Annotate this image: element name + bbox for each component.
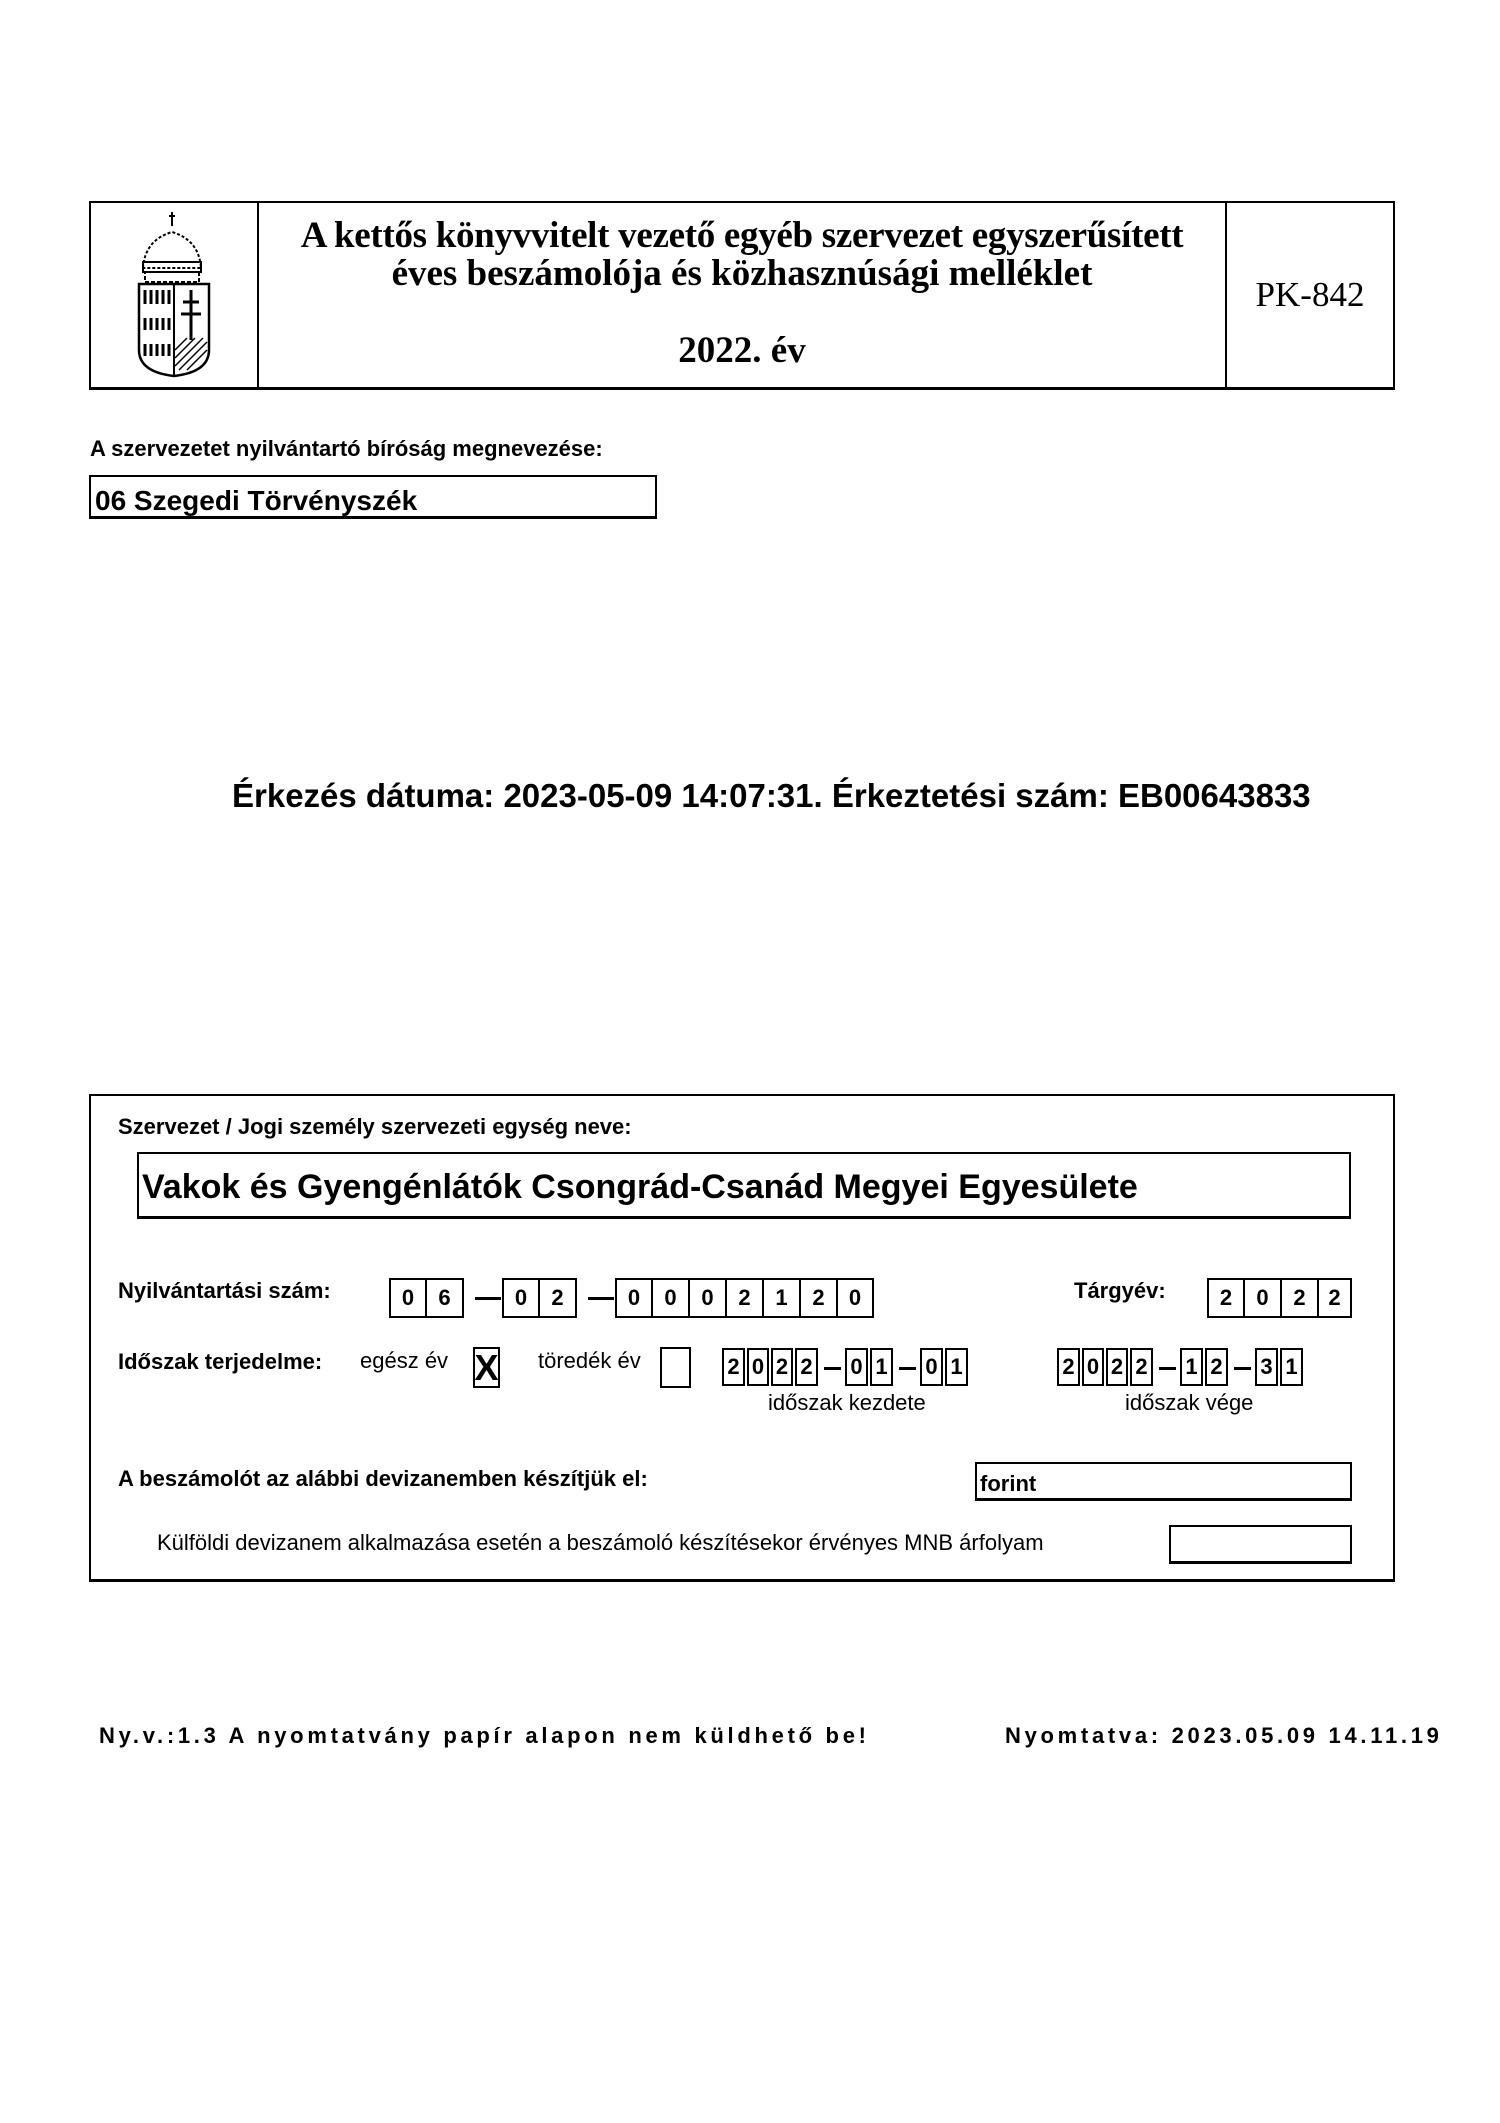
registration-number-label: Nyilvántartási szám: (118, 1278, 331, 1303)
form-title-line2: éves beszámolója és közhasznúsági melléklet (391, 253, 1093, 294)
org-name-value: Vakok és Gyengénlátók Csongrád-Csanád Megyei Egyesülete (142, 1168, 1138, 1206)
currency-label: A beszámolót az alábbi devizanemben készítjük el: (118, 1466, 648, 1491)
form-year: 2022. év (678, 330, 806, 371)
court-field[interactable] (89, 475, 657, 519)
whole-year-label: egész év (360, 1348, 449, 1373)
arrival-stamp: Érkezés dátuma: 2023-05-09 14:07:31. Érkeztetési szám: EB00643833 (232, 777, 1311, 814)
date-digit: 2 (1106, 1348, 1128, 1386)
dash-separator (824, 1367, 841, 1370)
form-header (89, 201, 1395, 390)
currency-field[interactable] (975, 1462, 1352, 1501)
court-label: A szervezetet nyilvántartó bíróság megnevezése: (90, 436, 603, 461)
reg-digit: 0 (651, 1278, 690, 1318)
date-digit: 3 (1255, 1348, 1278, 1386)
date-digit: 0 (747, 1348, 769, 1386)
year-digit: 0 (1243, 1278, 1282, 1318)
year-digit: 2 (1280, 1278, 1319, 1318)
footer-print-timestamp: Nyomtatva: 2023.05.09 14.11.19 (1005, 1723, 1443, 1748)
period-end-caption: időszak vége (1125, 1390, 1254, 1415)
org-name-label: Szervezet / Jogi személy szervezeti egység neve: (118, 1114, 632, 1139)
date-digit: 2 (722, 1348, 745, 1386)
date-digit: 2 (1130, 1348, 1153, 1386)
organization-section (89, 1094, 1395, 1582)
reg-digit: 2 (725, 1278, 764, 1318)
reg-digit: 0 (502, 1278, 540, 1318)
reg-digit: 0 (688, 1278, 727, 1318)
mnb-rate-field[interactable] (1169, 1525, 1352, 1564)
reg-digit: 2 (799, 1278, 838, 1318)
date-digit: 0 (1082, 1348, 1104, 1386)
fractional-year-checkbox[interactable] (660, 1347, 691, 1388)
currency-value: forint (980, 1471, 1037, 1496)
footer-version-note: Ny.v.:1.3 A nyomtatvány papír alapon nem küldhető be! (99, 1723, 870, 1748)
date-digit: 0 (920, 1348, 943, 1386)
hungarian-coat-of-arms-icon (129, 210, 219, 380)
date-digit: 1 (1280, 1348, 1303, 1386)
dash-separator (899, 1367, 916, 1370)
org-name-field[interactable] (137, 1152, 1351, 1219)
date-digit: 1 (1180, 1348, 1203, 1386)
reg-digit: 1 (762, 1278, 801, 1318)
dash-separator (475, 1297, 501, 1300)
year-digit: 2 (1207, 1278, 1245, 1318)
dash-separator (1234, 1367, 1251, 1370)
reg-digit: 2 (538, 1278, 577, 1318)
reg-digit: 0 (389, 1278, 427, 1318)
form-title-line1: A kettős könyvvitelt vezető egyéb szervezet egyszerűsített (300, 215, 1184, 256)
date-digit: 2 (771, 1348, 793, 1386)
date-digit: 2 (1205, 1348, 1228, 1386)
fractional-year-label: töredék év (538, 1348, 641, 1373)
date-digit: 1 (945, 1348, 968, 1386)
title-cell (259, 203, 1227, 387)
year-digit: 2 (1317, 1278, 1352, 1318)
dash-separator (588, 1297, 614, 1300)
dash-separator (1159, 1367, 1176, 1370)
period-start-caption: időszak kezdete (768, 1390, 926, 1415)
reg-digit: 0 (836, 1278, 874, 1318)
mnb-rate-label: Külföldi devizanem alkalmazása esetén a beszámoló készítésekor érvényes MNB árfolyam (157, 1530, 1044, 1555)
subject-year-label: Tárgyév: (1074, 1278, 1166, 1303)
reg-digit: 0 (615, 1278, 653, 1318)
reg-digit: 6 (425, 1278, 464, 1318)
date-digit: 2 (1057, 1348, 1080, 1386)
date-digit: 2 (795, 1348, 818, 1386)
date-digit: 0 (845, 1348, 868, 1386)
whole-year-checkbox[interactable]: X (474, 1346, 499, 1388)
form-code: PK-842 (1255, 275, 1365, 314)
logo-cell (91, 203, 259, 387)
court-value: 06 Szegedi Törvényszék (95, 485, 418, 516)
date-digit: 1 (870, 1348, 893, 1386)
period-label: Időszak terjedelme: (118, 1349, 323, 1374)
